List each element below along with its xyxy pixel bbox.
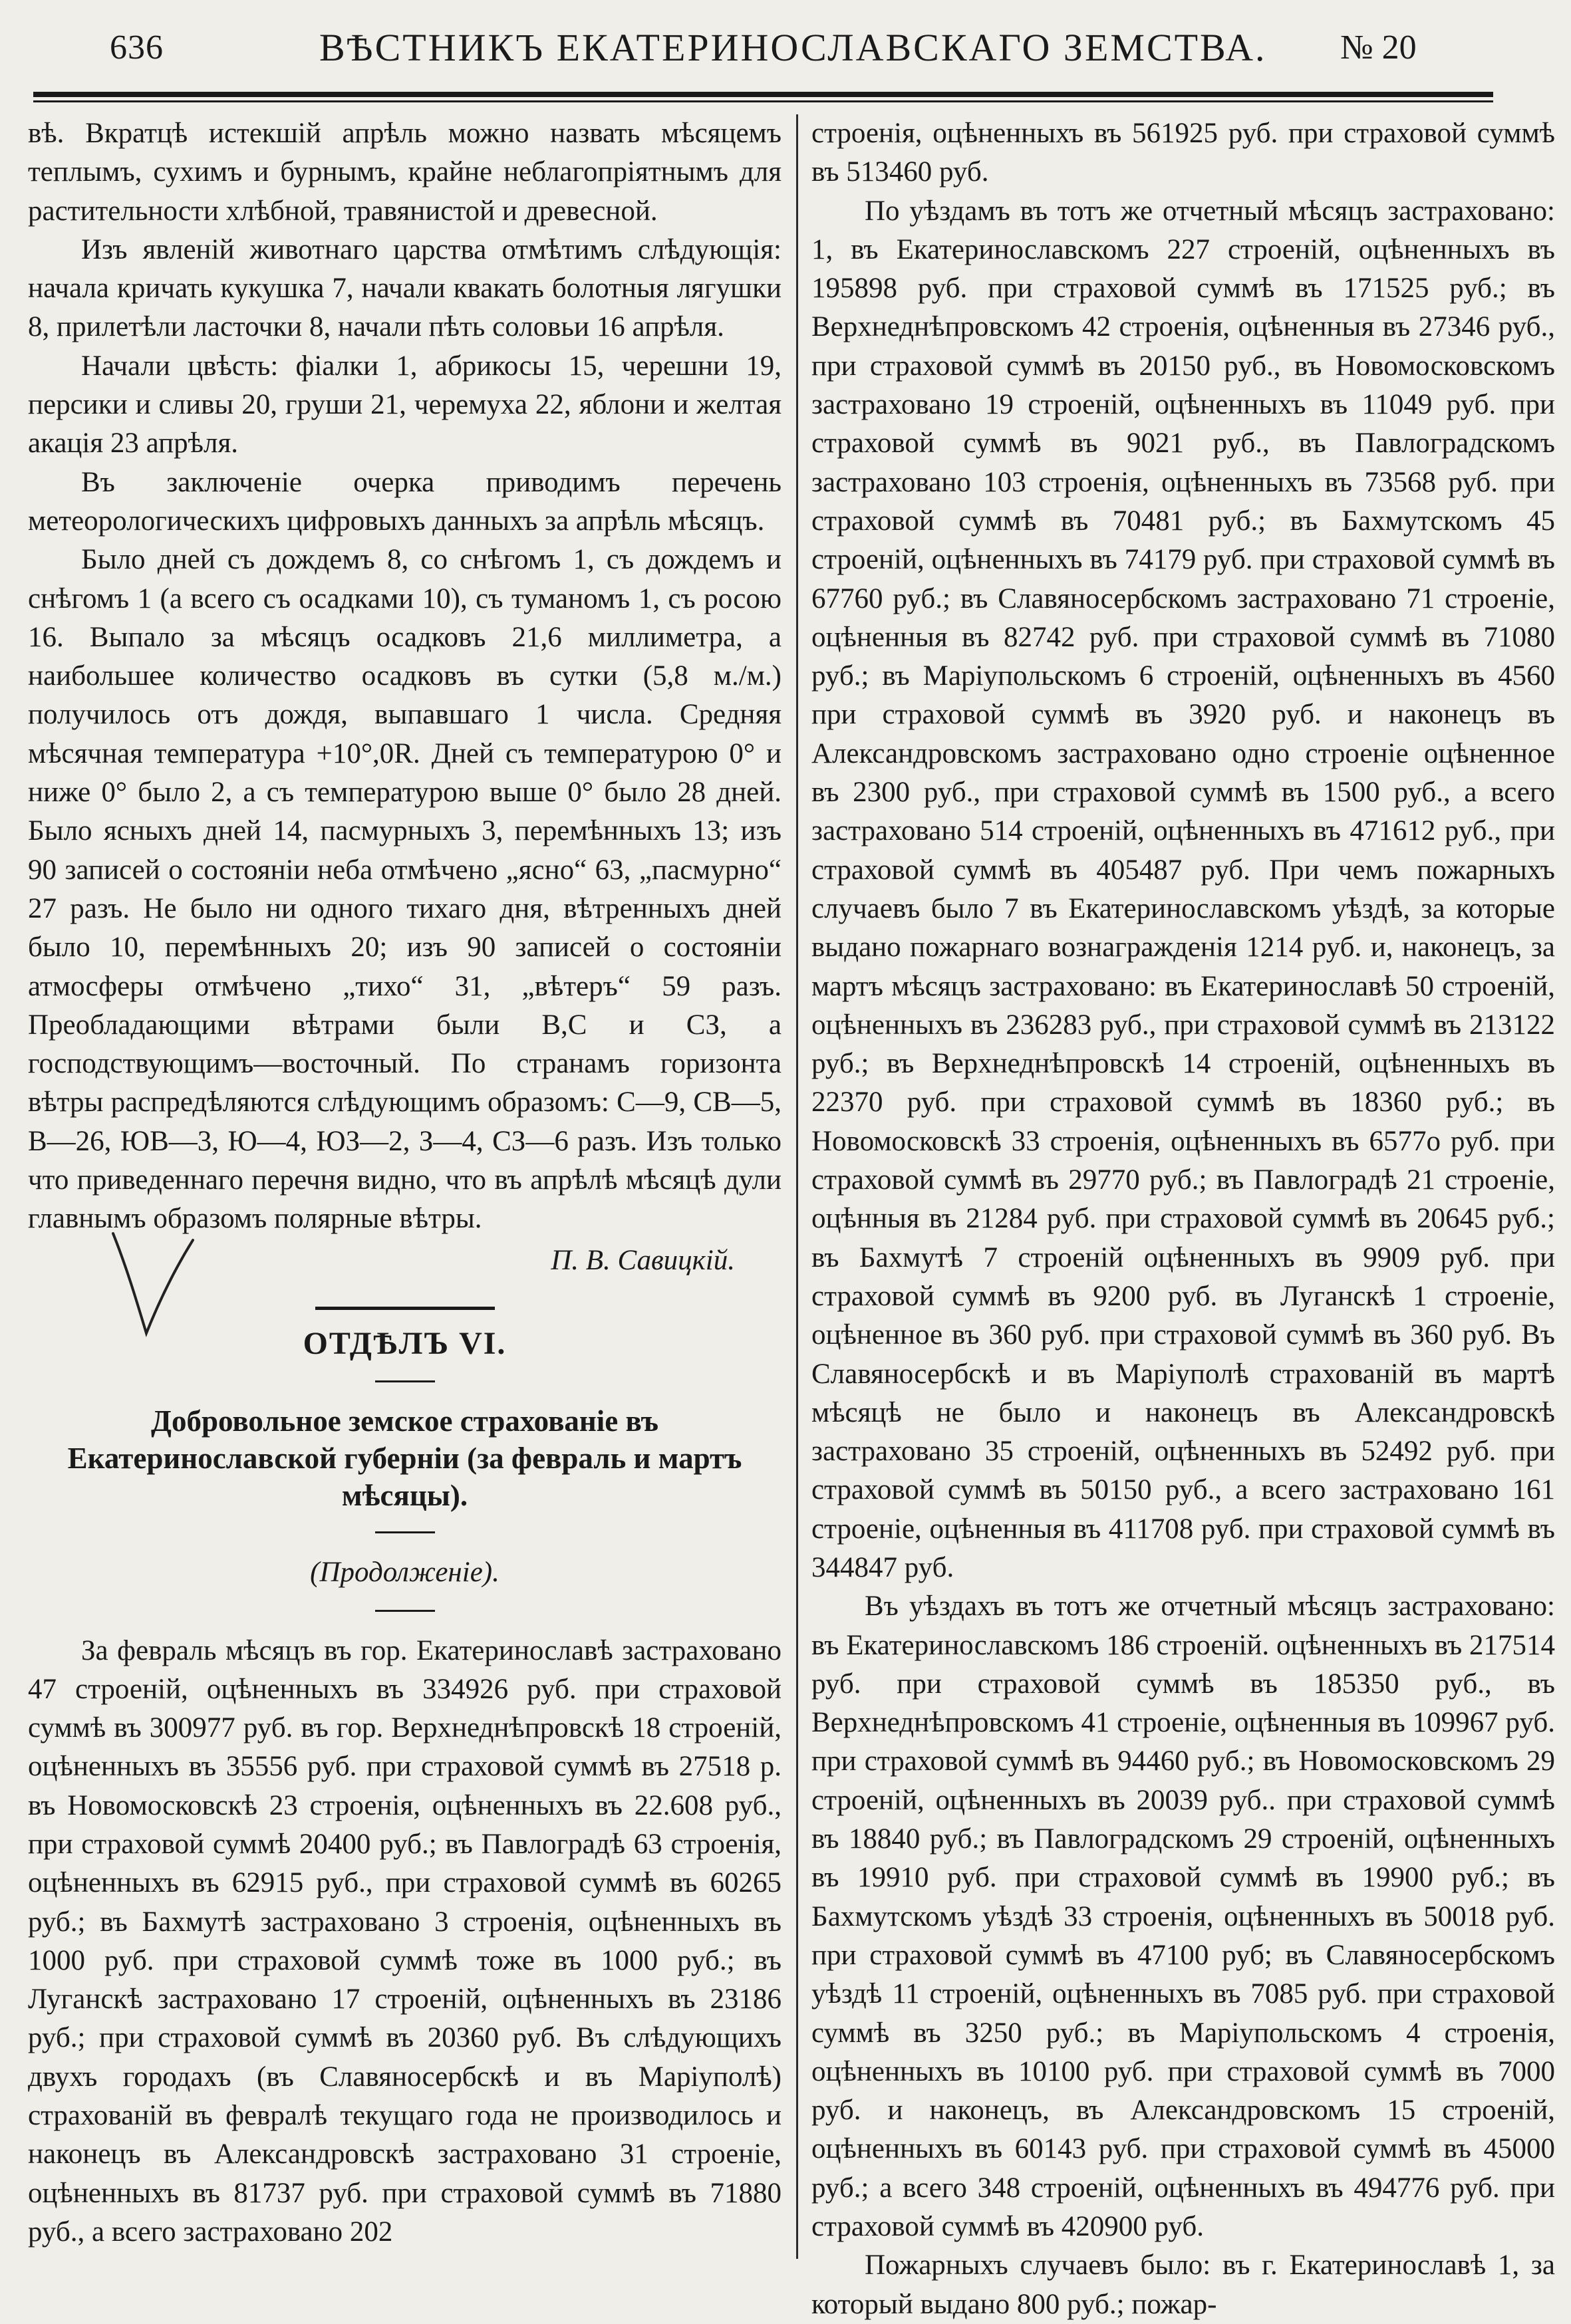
article-paragraph: За февраль мѣсяцъ въ гор. Екатеринославѣ застраховано 47 строеній, оцѣненныхъ въ 334926 руб. при страховой суммѣ въ 300977 руб. въ гор. Верхнеднѣпровскѣ 18 строеній, оцѣненныхъ въ 35556 руб. при страховой суммѣ въ 27518 р. въ Новомосковскѣ 23 строенія, оцѣненныхъ въ 22.608 руб., при страховой суммѣ 20400 руб.; въ Павлоградѣ 63 строенія, оцѣненныхъ въ 62915 руб., при страховой суммѣ въ 60265 руб.; въ Бахмутѣ застраховано 3 строенія, оцѣненныхъ въ 1000 руб. при страховой суммѣ тоже въ 1000 руб.; въ Луганскѣ застраховано 17 строеній, оцѣненныхъ въ 23186 руб.; при страховой суммѣ въ 20360 руб. Въ слѣдующихъ двухъ городахъ (въ Славяносербскѣ и въ Маріуполѣ) страхованій въ февралѣ текущаго года не производилось и наконецъ въ Александровскѣ застраховано 31 строеніе, оцѣненныхъ въ 81737 руб. при страховой суммѣ въ 71880 руб., а всего застраховано 202 <box>28 1634 782 2248</box>
body-paragraph: Въ уѣздахъ въ тотъ же отчетный мѣсяцъ застраховано: въ Екатеринославскомъ 186 строеній. оцѣненныхъ въ 217514 руб. при страховой суммѣ въ 185350 руб., въ Верхнеднѣпровскомъ 41 строеніе, оцѣненныя въ 109967 руб. при страховой суммѣ въ 94460 руб.; въ Новомосковскомъ 29 строеній, оцѣненныхъ въ 20039 руб.. при страховой суммѣ въ 18840 руб.; въ Павлоградскомъ 29 строеній, оцѣненныхъ въ 19910 руб. при страховой суммѣ въ 19900 руб.; въ Бахмутскомъ уѣздѣ 33 строенія, оцѣненныхъ въ 50018 руб. при страховой суммѣ въ 47100 руб; въ Славяносербскомъ уѣздѣ 11 строеній, оцѣненныхъ въ 7085 руб. при страховой суммѣ въ 3250 руб.; въ Маріупольскомъ 4 строенія, оцѣненныхъ въ 10100 руб. при страховой суммѣ въ 7000 руб. и наконецъ, въ Александровскомъ 15 строеній, оцѣненныхъ въ 60143 руб. при страховой суммѣ въ 45000 руб.; а всего 348 строеній, оцѣненныхъ въ 494776 руб. при страховой суммѣ въ 420900 руб. <box>811 1591 1555 2243</box>
intro-paragraph: Начали цвѣсть: фіалки 1, абрикосы 15, черешни 19, персики и сливы 20, груши 21, черемуха 22, яблони и желтая акація 23 апрѣля. <box>28 350 782 459</box>
continued-label: (Продолженіе). <box>310 1557 500 1589</box>
page-number: 636 <box>110 29 164 66</box>
continued-divider <box>375 1610 435 1612</box>
right-column <box>811 114 1555 2320</box>
left-column <box>28 114 782 2256</box>
author-signature: П. В. Савицкій. <box>551 1244 735 1276</box>
intro-paragraph: Было дней съ дождемъ 8, со снѣгомъ 1, съ дождемъ и снѣгомъ 1 (а всего съ осадками 10), съ туманомъ 1, съ росою 16. Выпало за мѣсяцъ осадковъ 21,6 миллиметра, а наибольшее количество осадковъ въ сутки (5,8 м./м.) получилось отъ дождя, выпавшаго 1 числа. Средняя мѣсячная температура +10°,0R. Дней съ температурою 0° и ниже 0° было 2, а съ температурою выше 0° было 28 дней. Было ясныхъ дней 14, пасмурныхъ 3, перемѣнныхъ 13; изъ 90 записей о состояніи неба отмѣчено „ясно“ 63, „пасмурно“ 27 разъ. Не было ни одного тихаго дня, вѣтренныхъ дней было 10, перемѣнныхъ 20; изъ 90 записей о состояніи атмосферы отмѣчено „тихо“ 31, „вѣтеръ“ 59 разъ. Преобладающими вѣтрами были В,С и СЗ, а господствующимъ—восточный. По странамъ горизонта вѣтры распредѣляются слѣдующимъ образомъ: С—9, СВ—5, В—26, ЮВ—3, Ю—4, ЮЗ—2, З—4, СЗ—6 разъ. Изъ только что приведеннаго перечня видно, что въ апрѣлѣ мѣсяцѣ дули главнымъ образомъ полярные вѣтры. <box>28 544 782 1235</box>
article-title: Добровольное земское страхованіе въ Екатеринославской губерніи (за февраль и мартъ мѣсяцы). <box>67 1404 742 1513</box>
body-paragraph: Пожарныхъ случаевъ было: въ г. Екатеринославѣ 1, за который выдано 800 руб.; пожар- <box>811 2250 1555 2320</box>
intro-paragraph: Въ заключеніе очерка приводимъ перечень метеорологическихъ цифровыхъ данныхъ за апрѣль мѣсяцъ. <box>28 466 782 537</box>
section-heading: ОТДѢЛЪ VI. <box>303 1325 507 1361</box>
page-header <box>33 13 1493 92</box>
column-divider <box>796 114 798 2259</box>
header-rule <box>33 92 1493 97</box>
section-divider <box>315 1307 495 1310</box>
title-divider <box>375 1531 435 1533</box>
heading-divider <box>375 1380 435 1382</box>
body-paragraph: строенія, оцѣненныхъ въ 561925 руб. при страховой суммѣ въ 513460 руб. <box>811 118 1555 188</box>
intro-paragraph: вѣ. Вкратцѣ истекшій апрѣль можно назвать мѣсяцемъ теплымъ, сухимъ и бурнымъ, крайне неблагопріятнымъ для растительности хлѣбной, травянистой и древесной. <box>28 118 782 227</box>
intro-paragraph: Изъ явленій животнаго царства отмѣтимъ слѣдующія: начала кричать кукушка 7, начали квакать болотныя лягушки 8, прилетѣли ласточки 8, начали пѣть соловьи 16 апрѣля. <box>28 233 782 343</box>
body-paragraph: По уѣздамъ въ тотъ же отчетный мѣсяцъ застраховано: 1, въ Екатеринославскомъ 227 строеній, оцѣненныхъ въ 195898 руб. при страховой суммѣ въ 171525 руб.; въ Верхнеднѣпровскомъ 42 строенія, оцѣненныя въ 27346 руб., при страховой суммѣ въ 20150 руб., въ Новомосковскомъ застраховано 19 строеній, оцѣненныхъ въ 11049 руб. при страховой суммѣ въ 9021 руб., въ Павлоградскомъ застраховано 103 строенія, оцѣненныхъ въ 73568 руб. при страховой суммѣ въ 70481 руб.; въ Бахмутскомъ 45 строеній, оцѣненныхъ въ 74179 руб. при страховой суммѣ въ 67760 руб.; въ Славяносербскомъ застраховано 71 строеніе, оцѣненныя въ 82742 руб. при страховой суммѣ въ 71080 руб.; въ Маріупольскомъ 6 строеній, оцѣненныхъ въ 4560 при страховой суммѣ въ 3920 руб. и наконецъ въ Александровскомъ застраховано одно строеніе оцѣненное въ 2300 руб., при страховой суммѣ въ 1500 руб., а всего застраховано 514 строеній, оцѣненныхъ въ 471612 руб., при страховой суммѣ въ 405487 руб. При чемъ пожарныхъ случаевъ было 7 въ Екатеринославскомъ уѣздѣ, за которые выдано пожарнаго вознагражденія 1214 руб. и, наконецъ, за мартъ мѣсяцъ застраховано: въ Екатеринославѣ 50 строеній, оцѣненныхъ въ 236283 руб., при страховой суммѣ въ 213122 руб.; въ Верхнеднѣпровскѣ 14 строеній, оцѣненныхъ въ 22370 руб. при страховой суммѣ въ 18360 руб.; въ Новомосковскѣ 33 строенія, оцѣненныхъ въ 6577о руб. при страховой суммѣ въ 29770 руб.; въ Павлоградѣ 21 строеніе, оцѣнныя въ 21284 руб. при страховой суммѣ въ 20645 руб.; въ Бахмутѣ 7 строеній оцѣненныхъ въ 9909 руб. при страховой суммѣ въ 9200 руб. въ Луганскѣ 1 строеніе, оцѣненное въ 360 руб. при страховой суммѣ въ 360 руб. Въ Славяносербскѣ и въ Маріуполѣ страхованій въ мартѣ мѣсяцѣ не было и наконецъ въ Александровскѣ застраховано 35 строеній, оцѣненныхъ въ 52492 руб. при страховой суммѣ въ 50150 руб., а всего застраховано 161 строеніе, оцѣненныя въ 411708 руб. при страховой суммѣ въ 344847 руб. <box>811 195 1555 1583</box>
journal-title: ВѢСТНИКЪ ЕКАТЕРИНОСЛАВСКАГО ЗЕМСТВА. <box>319 26 1267 69</box>
header-rule-thin <box>33 100 1493 102</box>
handwritten-check-mark <box>100 1227 200 1340</box>
issue-number: № 20 <box>1340 29 1417 66</box>
